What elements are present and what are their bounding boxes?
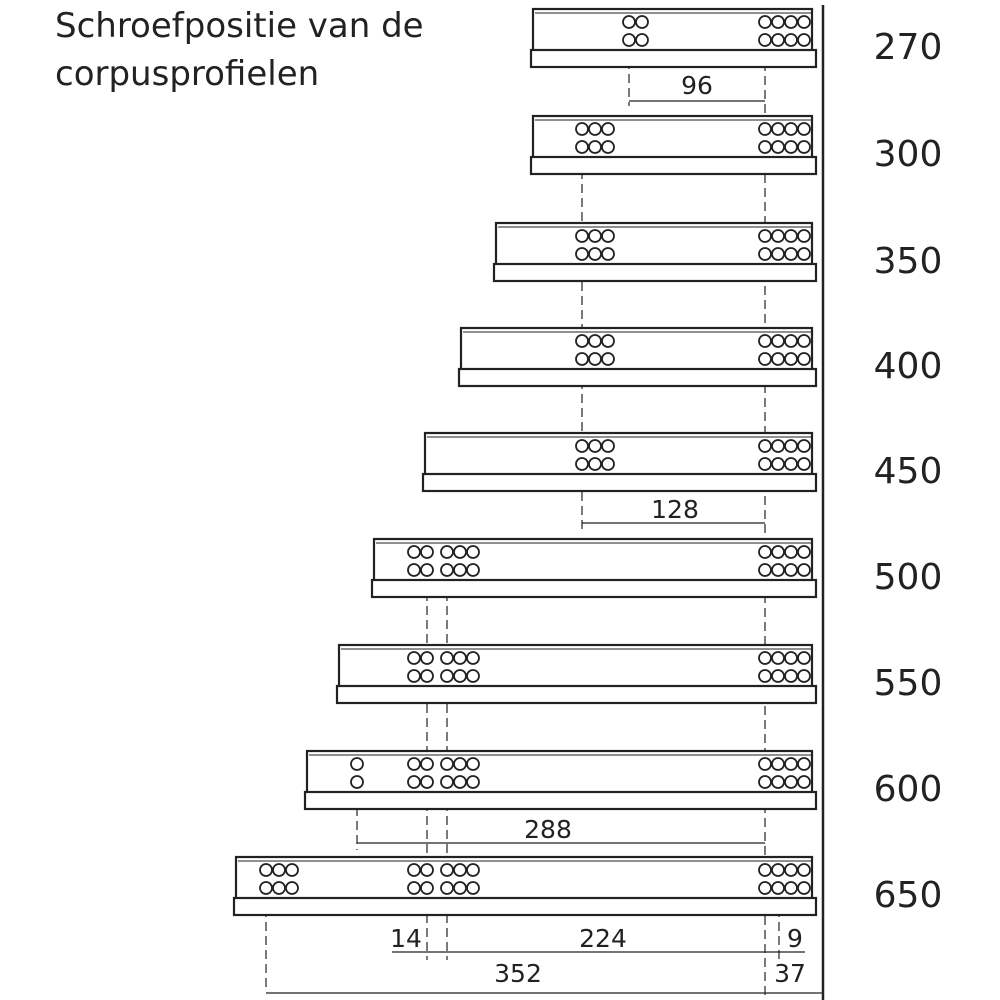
- screw-hole: [772, 652, 784, 664]
- screw-hole: [441, 670, 453, 682]
- screw-hole: [798, 670, 810, 682]
- screw-hole: [286, 864, 298, 876]
- screw-hole: [772, 248, 784, 260]
- screw-hole: [785, 758, 797, 770]
- screw-hole: [785, 141, 797, 153]
- screw-hole: [759, 458, 771, 470]
- screw-hole: [798, 335, 810, 347]
- screw-hole: [467, 776, 479, 788]
- screw-hole: [785, 353, 797, 365]
- screw-hole: [759, 652, 771, 664]
- screw-hole: [576, 440, 588, 452]
- screw-hole: [441, 546, 453, 558]
- screw-hole: [798, 16, 810, 28]
- screw-hole: [454, 864, 466, 876]
- screw-hole: [260, 882, 272, 894]
- screw-hole: [408, 758, 420, 770]
- screw-hole: [589, 458, 601, 470]
- screw-hole: [602, 335, 614, 347]
- screw-hole: [623, 16, 635, 28]
- profile-450: [423, 433, 942, 492]
- screw-hole: [467, 882, 479, 894]
- screw-hole: [785, 564, 797, 576]
- screw-hole: [785, 864, 797, 876]
- screw-hole: [772, 564, 784, 576]
- screw-hole: [798, 141, 810, 153]
- screw-hole: [421, 564, 433, 576]
- screw-hole: [602, 230, 614, 242]
- rail-flange: [494, 264, 816, 281]
- screw-hole: [785, 230, 797, 242]
- profile-label-550: 550: [873, 663, 943, 704]
- screw-hole: [408, 564, 420, 576]
- screw-hole: [772, 353, 784, 365]
- screw-hole: [467, 546, 479, 558]
- screw-hole: [759, 882, 771, 894]
- screw-hole: [441, 864, 453, 876]
- profile-600: [305, 751, 942, 810]
- screw-hole: [273, 882, 285, 894]
- screw-hole: [260, 864, 272, 876]
- dim-label-224: 224: [579, 924, 627, 953]
- screw-hole: [602, 248, 614, 260]
- profile-label-600: 600: [873, 769, 943, 810]
- screw-hole: [467, 670, 479, 682]
- screw-hole: [772, 230, 784, 242]
- screw-hole: [589, 230, 601, 242]
- screw-hole: [467, 864, 479, 876]
- screw-hole: [602, 141, 614, 153]
- screw-hole: [467, 758, 479, 770]
- profile-500: [372, 539, 942, 598]
- screw-hole: [798, 758, 810, 770]
- screw-hole: [576, 353, 588, 365]
- profile-label-350: 350: [873, 241, 943, 282]
- profile-300: [531, 116, 942, 175]
- screw-hole: [441, 776, 453, 788]
- rail-flange: [423, 474, 816, 491]
- screw-hole: [454, 758, 466, 770]
- screw-hole: [421, 864, 433, 876]
- screw-hole: [785, 440, 797, 452]
- profile-270: [531, 9, 942, 68]
- screw-hole: [623, 34, 635, 46]
- screw-hole: [421, 758, 433, 770]
- screw-hole: [441, 882, 453, 894]
- screw-hole: [772, 758, 784, 770]
- screw-hole: [772, 34, 784, 46]
- screw-hole: [441, 652, 453, 664]
- screw-hole: [602, 440, 614, 452]
- screw-hole: [602, 353, 614, 365]
- dim-label-352: 352: [494, 959, 542, 988]
- screw-hole: [772, 440, 784, 452]
- screw-hole: [576, 123, 588, 135]
- screw-hole: [576, 248, 588, 260]
- screw-hole: [772, 123, 784, 135]
- rail-flange: [337, 686, 816, 703]
- profile-350: [494, 223, 942, 282]
- profile-label-500: 500: [873, 557, 943, 598]
- profile-650: [234, 857, 942, 916]
- screw-hole: [421, 546, 433, 558]
- screw-hole: [785, 546, 797, 558]
- screw-hole: [798, 652, 810, 664]
- screw-hole: [759, 34, 771, 46]
- screw-hole: [454, 546, 466, 558]
- screw-hole: [772, 458, 784, 470]
- screw-hole: [759, 248, 771, 260]
- screw-hole: [759, 546, 771, 558]
- dim-label-128: 128: [651, 495, 699, 524]
- screw-hole: [602, 458, 614, 470]
- screw-hole: [351, 776, 363, 788]
- screw-hole: [798, 123, 810, 135]
- screw-hole: [408, 670, 420, 682]
- rail-flange: [372, 580, 816, 597]
- screw-hole: [441, 564, 453, 576]
- screw-hole: [759, 335, 771, 347]
- screw-hole: [589, 335, 601, 347]
- screw-hole: [467, 652, 479, 664]
- screw-hole: [785, 882, 797, 894]
- screw-hole: [408, 546, 420, 558]
- screw-hole: [759, 123, 771, 135]
- screw-hole: [772, 882, 784, 894]
- screw-hole: [636, 34, 648, 46]
- screw-hole: [467, 564, 479, 576]
- dim-label-288: 288: [524, 815, 572, 844]
- screw-hole: [759, 864, 771, 876]
- screw-hole: [759, 776, 771, 788]
- screw-hole: [454, 652, 466, 664]
- screw-hole: [772, 335, 784, 347]
- screw-hole: [772, 546, 784, 558]
- screw-hole: [785, 123, 797, 135]
- screw-hole: [421, 776, 433, 788]
- screw-hole: [589, 141, 601, 153]
- screw-hole: [785, 776, 797, 788]
- screw-hole: [785, 670, 797, 682]
- rail-flange: [305, 792, 816, 809]
- screw-hole: [798, 882, 810, 894]
- screw-hole: [798, 248, 810, 260]
- screw-hole: [408, 882, 420, 894]
- screw-hole: [589, 248, 601, 260]
- screw-hole: [772, 16, 784, 28]
- screw-hole: [785, 652, 797, 664]
- screw-hole: [454, 564, 466, 576]
- screw-hole: [589, 353, 601, 365]
- screw-hole: [798, 458, 810, 470]
- profile-list: [234, 9, 942, 916]
- screw-hole: [798, 564, 810, 576]
- screw-hole: [408, 652, 420, 664]
- screw-hole: [772, 776, 784, 788]
- screw-hole: [772, 864, 784, 876]
- screw-hole: [576, 141, 588, 153]
- rail-flange: [531, 157, 816, 174]
- profile-label-300: 300: [873, 134, 943, 175]
- title-line-1: Schroefpositie van de: [55, 6, 424, 46]
- screw-hole: [759, 141, 771, 153]
- screw-hole: [576, 230, 588, 242]
- screw-hole: [273, 864, 285, 876]
- dim-label-37: 37: [774, 959, 806, 988]
- profile-label-650: 650: [873, 875, 943, 916]
- screw-hole: [576, 335, 588, 347]
- screw-hole: [798, 864, 810, 876]
- screw-hole: [454, 670, 466, 682]
- screw-hole: [421, 670, 433, 682]
- screw-hole: [785, 16, 797, 28]
- rail-flange: [459, 369, 816, 386]
- screw-hole: [785, 335, 797, 347]
- dim-label-96: 96: [681, 71, 713, 100]
- screw-hole: [286, 882, 298, 894]
- profile-550: [337, 645, 942, 704]
- screw-hole: [772, 141, 784, 153]
- screw-hole: [441, 758, 453, 770]
- screw-hole: [602, 123, 614, 135]
- screw-hole: [589, 123, 601, 135]
- profile-label-450: 450: [873, 451, 943, 492]
- screw-hole: [772, 670, 784, 682]
- profile-label-270: 270: [873, 27, 943, 68]
- screw-hole: [759, 758, 771, 770]
- dim-label-9: 9: [787, 924, 803, 953]
- screw-hole: [408, 776, 420, 788]
- screw-hole: [759, 230, 771, 242]
- screw-hole: [798, 34, 810, 46]
- screw-hole: [759, 670, 771, 682]
- title-line-2: corpusprofielen: [55, 54, 320, 94]
- screw-hole: [785, 248, 797, 260]
- screw-hole: [759, 16, 771, 28]
- rail-flange: [234, 898, 816, 915]
- screw-hole: [421, 652, 433, 664]
- profile-400: [459, 328, 942, 387]
- screw-hole: [798, 776, 810, 788]
- screw-hole: [785, 458, 797, 470]
- screw-hole: [454, 882, 466, 894]
- screw-hole: [759, 440, 771, 452]
- dim-label-14: 14: [390, 924, 422, 953]
- screw-hole: [454, 776, 466, 788]
- screw-hole: [408, 864, 420, 876]
- screw-hole: [785, 34, 797, 46]
- screw-hole: [589, 440, 601, 452]
- screw-hole: [636, 16, 648, 28]
- profile-label-400: 400: [873, 346, 943, 387]
- screw-hole: [576, 458, 588, 470]
- screw-hole: [351, 758, 363, 770]
- screw-hole: [759, 353, 771, 365]
- screw-hole: [798, 546, 810, 558]
- screw-hole: [421, 882, 433, 894]
- screw-hole: [759, 564, 771, 576]
- screw-hole: [798, 353, 810, 365]
- rail-flange: [531, 50, 816, 67]
- screw-hole: [798, 230, 810, 242]
- screw-hole: [798, 440, 810, 452]
